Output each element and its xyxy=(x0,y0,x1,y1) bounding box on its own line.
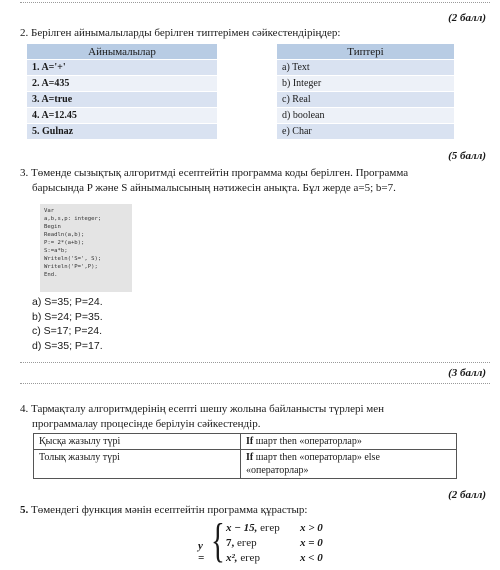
code-line: Var xyxy=(44,208,55,214)
type-cell: e) Char xyxy=(277,124,454,140)
function-y-label: y = xyxy=(198,540,205,564)
dotted-divider xyxy=(20,383,490,384)
case-2: 7, егер x = 0 xyxy=(226,537,323,549)
case-1: x − 15, егер x > 0 xyxy=(226,522,323,534)
variable-cell: 4. A=12.45 xyxy=(27,108,217,124)
table-row xyxy=(27,92,454,108)
q4-points-top: (3 балл) xyxy=(448,367,486,379)
q4-line-1: 4. Тармақталу алгоритмдерінің есепті шешу жолына байланысты түрлері мен xyxy=(20,403,385,415)
q2-points: (2 балл) xyxy=(448,12,486,24)
q2-matching-table xyxy=(27,44,454,140)
top-dotted-divider xyxy=(20,2,490,3)
variable-cell: 1. A='+' xyxy=(27,60,217,76)
if-keyword: If xyxy=(246,436,254,447)
q5-prompt: Төмендегі функция мәнін есептейтін программа құрастыр: xyxy=(31,504,308,516)
q4-matching-table xyxy=(33,433,457,479)
table-row xyxy=(27,76,454,92)
code-line: Begin xyxy=(44,224,61,230)
table-row xyxy=(27,60,454,76)
dotted-divider xyxy=(20,362,490,363)
left-brace: { xyxy=(211,514,225,567)
q3-text xyxy=(20,166,408,196)
variable-cell: 2. A=435 xyxy=(27,76,217,92)
table-row xyxy=(34,434,457,450)
q5-number: 5. xyxy=(20,504,29,516)
q4-points-bottom: (2 балл) xyxy=(448,489,486,501)
syntax-text: «операторлар» xyxy=(246,465,309,476)
full-form-syntax-cell xyxy=(241,450,457,479)
full-form-cell: Толық жазылу түрі xyxy=(34,450,241,479)
short-form-cell: Қысқа жазылу түрі xyxy=(34,434,241,450)
option-c: c) S=17; P=24. xyxy=(32,325,103,337)
code-line: Writeln('P=',P); xyxy=(44,264,98,270)
q3-line-1: 3. Төменде сызықтық алгоритмді есептейтін программа коды берілген. Программа xyxy=(20,167,409,179)
q4-text xyxy=(20,402,384,432)
header-variables: Айнымалылар xyxy=(27,44,217,60)
variable-cell: 5. Gulnaz xyxy=(27,124,217,140)
table-row xyxy=(34,450,457,479)
q4-line-2: программалау процесінде берілуін сәйкестендір. xyxy=(32,418,261,430)
q2-text xyxy=(20,26,340,41)
short-form-syntax-cell xyxy=(241,434,457,450)
code-line: a,b,s,p: integer; xyxy=(44,216,102,222)
syntax-text: шарт then «операторлар» else xyxy=(255,452,380,463)
code-line: Writeln('S=', S); xyxy=(44,256,102,262)
type-cell: b) Integer xyxy=(277,76,454,92)
q5-text xyxy=(20,503,307,518)
option-b: b) S=24; P=35. xyxy=(32,310,103,323)
syntax-text: шарт then «операторлар» xyxy=(255,436,362,447)
q2-prompt: Берілген айнымалыларды берілген типтерімен сәйкестендіріңдер: xyxy=(31,27,341,39)
q3-points: (5 балл) xyxy=(448,150,486,162)
header-types: Типтері xyxy=(277,44,454,60)
q2-number: 2. xyxy=(20,27,29,39)
type-cell: a) Text xyxy=(277,60,454,76)
q3-line-2: барысында P және S айнымалысының нәтижесін анықта. Бұл жерде a=5; b=7. xyxy=(32,182,396,194)
q3-options xyxy=(32,295,103,353)
table-row xyxy=(27,124,454,140)
table-row xyxy=(27,108,454,124)
option-d: d) S=35; P=17. xyxy=(32,339,103,352)
option-a: a) S=35; P=24. xyxy=(32,296,103,308)
case-3: x², егер x < 0 xyxy=(226,552,323,564)
type-cell: d) boolean xyxy=(277,108,454,124)
code-line: S:=a*b; xyxy=(44,248,68,254)
code-line: P:= 2*(a+b); xyxy=(44,240,85,246)
code-line: Readln(a,b); xyxy=(44,232,85,238)
code-snippet-image xyxy=(40,204,132,292)
if-keyword: If xyxy=(246,452,254,463)
code-line: End. xyxy=(44,272,58,278)
type-cell: c) Real xyxy=(277,92,454,108)
variable-cell: 3. A=true xyxy=(27,92,217,108)
